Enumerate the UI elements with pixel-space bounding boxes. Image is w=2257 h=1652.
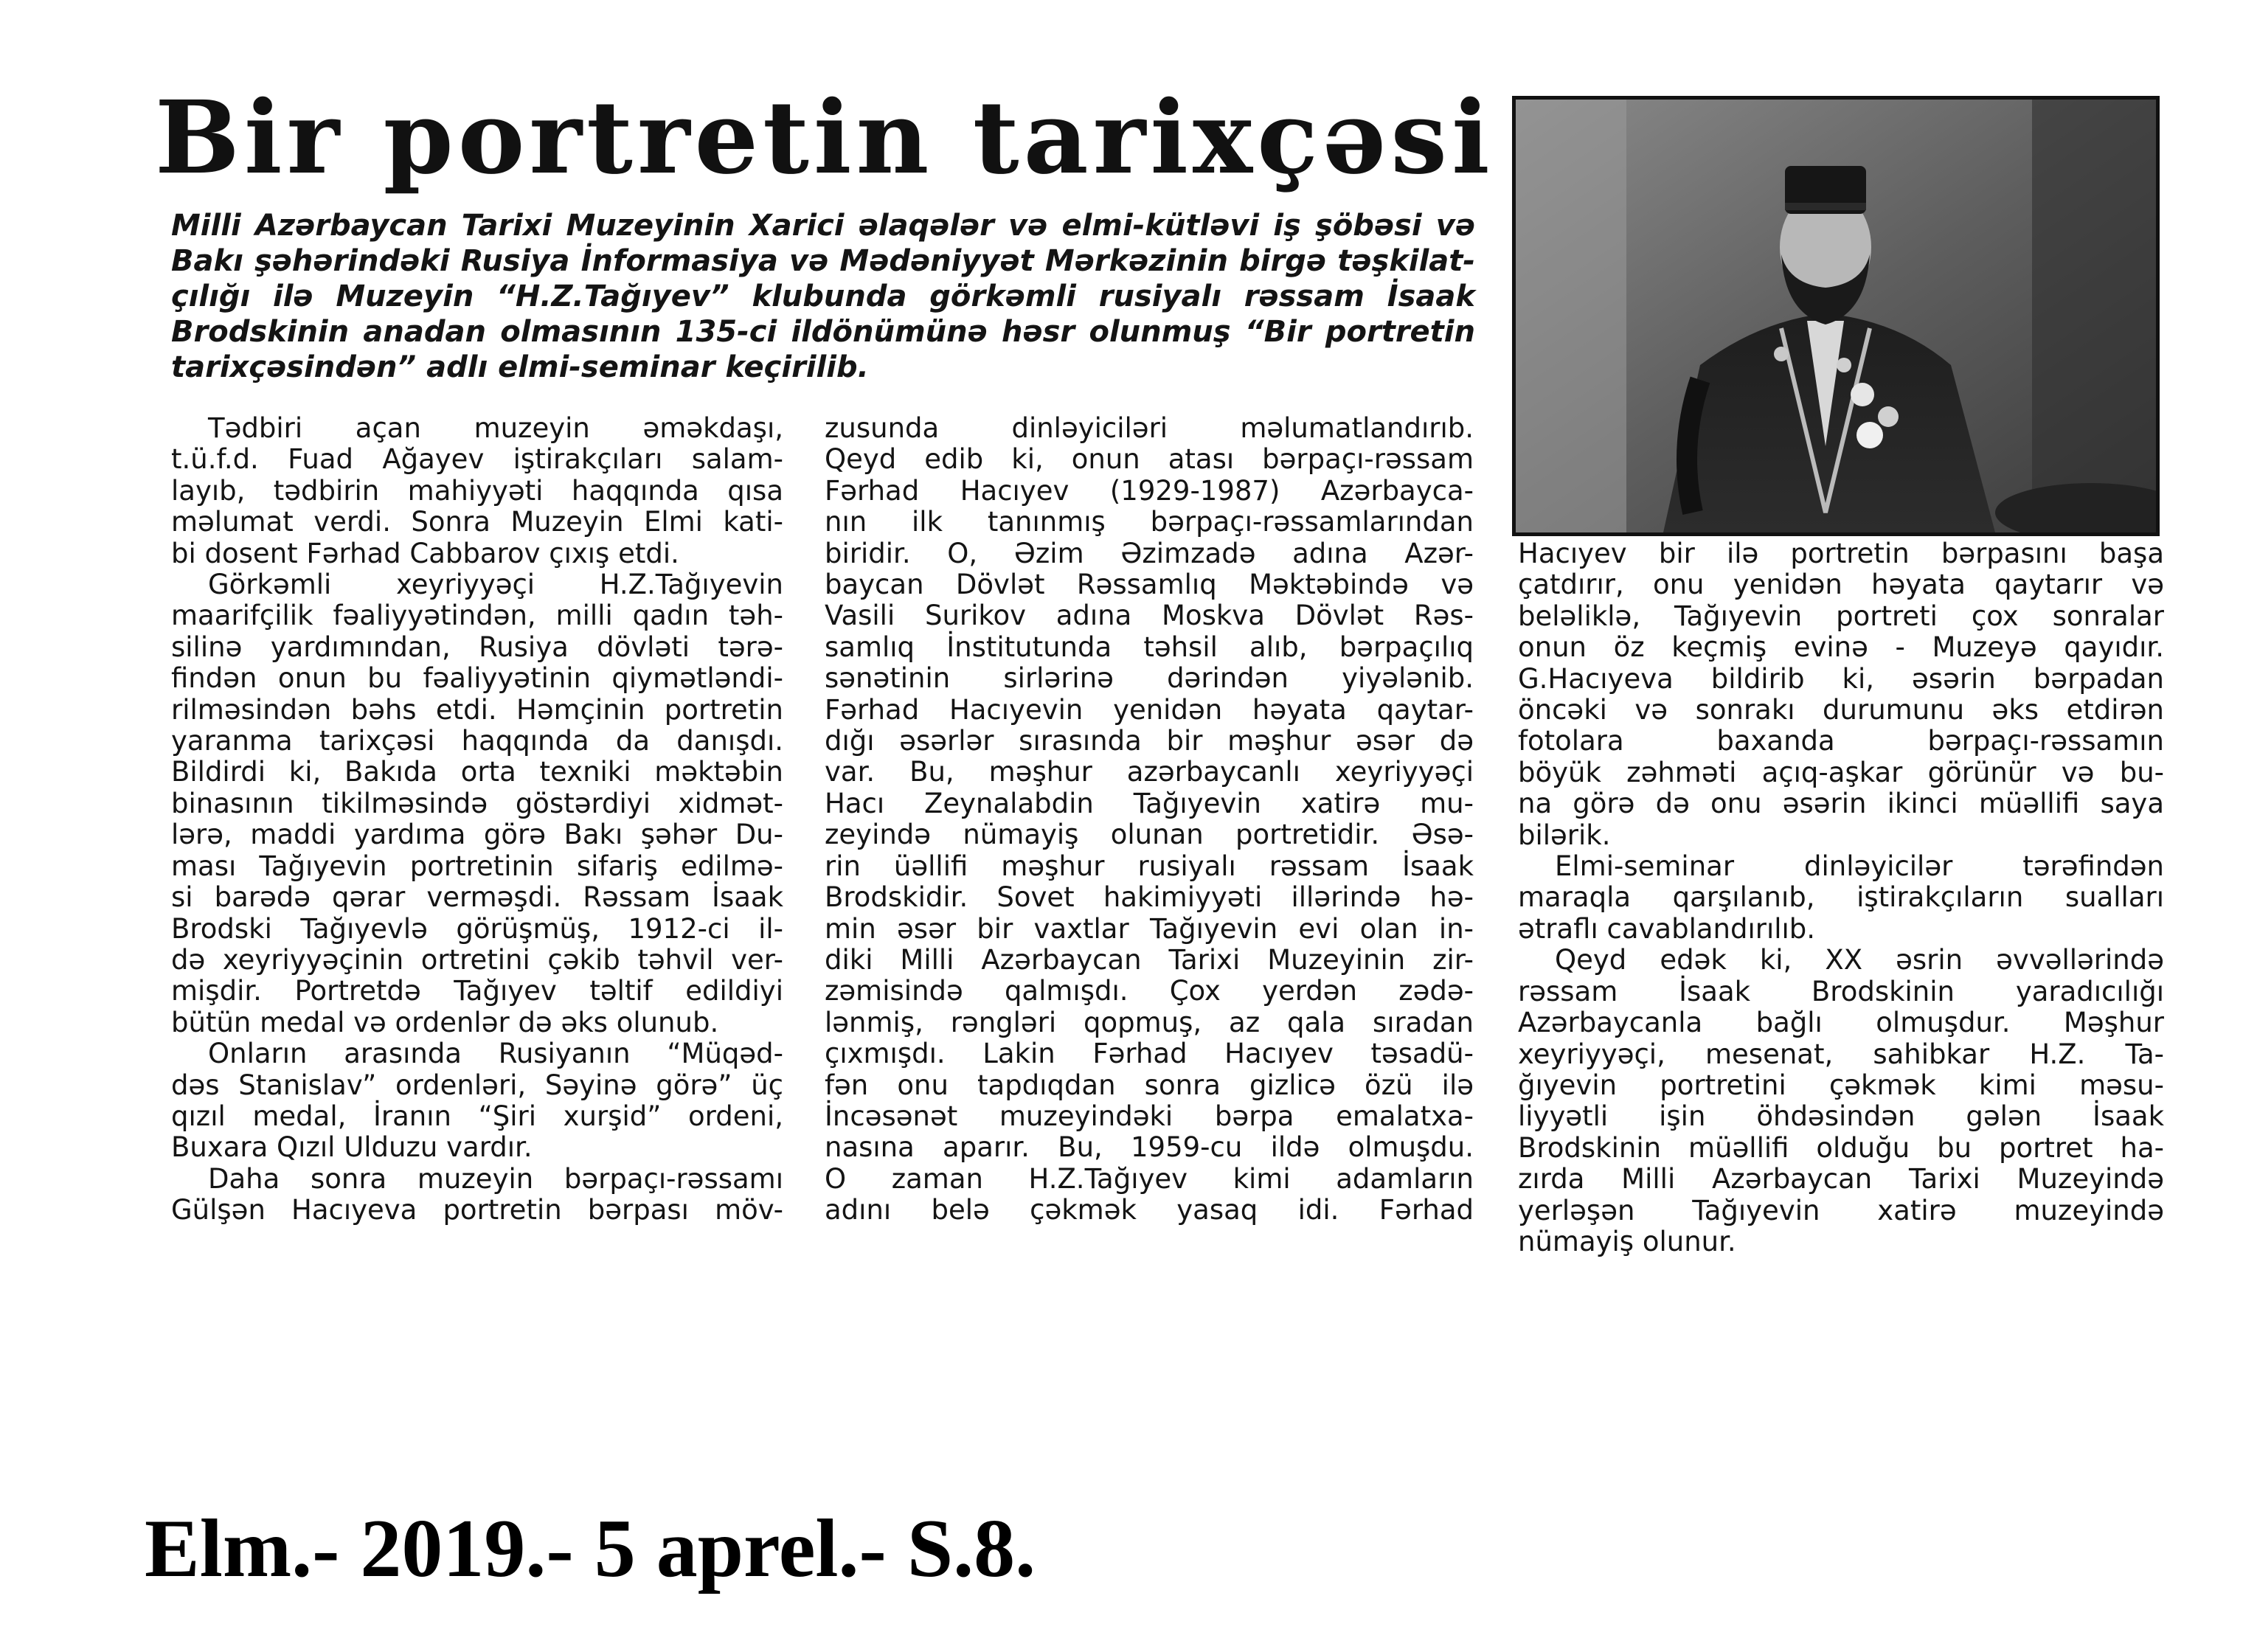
text-line: layıb, tədbirin mahiyyəti haqqında qısa [171, 474, 783, 507]
text-line: Azərbaycanla bağlı olmuşdur. Məşhur [1518, 1007, 2164, 1039]
text-line: Onların arasında Rusiyanın “Müqəd- [208, 1038, 783, 1070]
text-line: qızıl medal, İranın “Şiri xurşid” ordeni, [171, 1100, 783, 1132]
text-line: lərə, maddi yardıma görə Bakı şəhər Du- [171, 819, 783, 851]
text-line: ması Tağıyevin portretinin sifariş edilmə- [171, 850, 783, 882]
text-line: maarifçilik fəaliyyətindən, milli qadın təh- [171, 600, 783, 632]
article-headline: Bir portretin tarixçəsi [155, 79, 1494, 197]
article-lead [171, 208, 1475, 385]
text-line: Hacı Zeynalabdin Tağıyevin xatirə mu- [825, 787, 1474, 819]
text-line: də xeyriyyəçinin ortretini çəkib təhvil ver- [171, 943, 783, 976]
text-line: zəmisində qalmışdı. Çox yerdən zədə- [825, 975, 1474, 1007]
paragraph [1518, 851, 2164, 945]
text-line: çatdırır, onu yenidən həyata qaytarır və [1518, 569, 2164, 601]
paragraph [1518, 538, 2164, 851]
text-line: samlıq İnstitutunda təhsil alıb, bərpaçılıq [825, 631, 1474, 663]
text-line: Fərhad Hacıyevin yenidən həyata qaytar- [825, 693, 1474, 726]
text-line: sənətinin sirlərinə dərindən yiyələnib. [825, 662, 1474, 695]
portrait-image [1516, 100, 2156, 532]
text-line: mişdir. Portretdə Tağıyev təltif edildiyi [171, 975, 783, 1007]
text-line: rin üəllifi məşhur rusiyalı rəssam İsaak [825, 850, 1474, 882]
text-line: Qeyd edək ki, XX əsrin əvvəllərində [1555, 944, 2164, 976]
text-line: min əsər bir vaxtlar Tağıyevin evi olan in- [825, 912, 1474, 945]
text-line: çıxmışdı. Lakin Fərhad Hacıyev təsadü- [825, 1038, 1474, 1070]
text-line: Bildirdi ki, Bakıda orta texniki məktəbin [171, 756, 783, 788]
text-line: Elmi-seminar dinləyicilər tərəfindən [1555, 850, 2164, 883]
text-line: rəssam İsaak Brodskinin yaradıcılığı [1518, 975, 2164, 1007]
portrait-photo [1512, 96, 2160, 536]
text-line: Daha sonra muzeyin bərpaçı-rəssamı [208, 1162, 783, 1195]
text-line: var. Bu, məşhur azərbaycanlı xeyriyyəçi [825, 756, 1474, 788]
text-line: məlumat verdi. Sonra Muzeyin Elmi kati- [171, 506, 783, 538]
lead-line: Milli Azərbaycan Tarixi Muzeyinin Xarici əlaqələr və elmi-kütləvi iş şöbəsi və [171, 209, 1475, 243]
text-line: zeyində nümayiş olunan portretidir. Əsə- [825, 819, 1474, 851]
text-line: fotolara baxanda bərpaçı-rəssamın [1518, 725, 2164, 757]
text-line: xeyriyyəçi, mesenat, sahibkar H.Z. Ta- [1518, 1038, 2164, 1070]
text-line: adını belə çəkmək yasaq idi. Fərhad [825, 1194, 1474, 1226]
text-line: Qeyd edib ki, onun atası bərpaçı-rəssam [825, 443, 1474, 476]
text-line: O zaman H.Z.Tağıyev kimi adamların [825, 1162, 1474, 1195]
text-line: liyyətli işin öhdəsindən gələn İsaak [1518, 1100, 2164, 1133]
text-line: rilməsindən bəhs etdi. Həmçinin portretin [171, 693, 783, 726]
text-line: dığı əsərlər sırasında bir məşhur əsər də [825, 725, 1474, 757]
text-line: t.ü.f.d. Fuad Ağayev iştirakçıları salam- [171, 443, 783, 476]
text-line: Görkəmli xeyriyyəçi H.Z.Tağıyevin [208, 569, 783, 601]
text-line: yaranma tarixçəsi haqqında da danışdı. [171, 725, 783, 757]
text-line: İncəsənət muzeyindəki bərpa emalatxa- [825, 1100, 1474, 1132]
text-line: fən onu tapdıqdan sonra gizlicə özü ilə [825, 1069, 1474, 1101]
text-line: findən onun bu fəaliyyətinin qiymətləndi- [171, 662, 783, 695]
text-line: beləliklə, Tağıyevin portreti çox sonralar [1518, 600, 2164, 632]
text-line: silinə yardımından, Rusiya dövləti tərə- [171, 631, 783, 663]
text-line: Brodski Tağıyevlə görüşmüş, 1912-ci il- [171, 912, 783, 945]
lead-line: tarixçəsindən” adlı elmi-seminar keçirilib. [171, 350, 869, 384]
text-line: maraqla qarşılanıb, iştirakçıların sualları [1518, 881, 2164, 914]
text-line: biridir. O, Əzim Əzimzadə adına Azər- [825, 537, 1474, 569]
paragraph [825, 413, 1474, 1226]
text-line: dəs Stanislav” ordenləri, Səyinə görə” üç [171, 1069, 783, 1101]
source-citation: Elm.- 2019.- 5 aprel.- S.8. [145, 1503, 1036, 1594]
lead-line: Bakı şəhərindəki Rusiya İnformasiya və Mədəniyyət Mərkəzinin birgə təşkilat- [171, 244, 1475, 278]
text-line: ətraflı cavablandırılıb. [1518, 912, 1816, 945]
text-line: Hacıyev bir ilə portretin bərpasını başa [1518, 538, 2164, 569]
text-line: zırda Milli Azərbaycan Tarixi Muzeyində [1518, 1163, 2164, 1195]
paragraph [171, 1164, 783, 1226]
text-line: zusunda dinləyiciləri məlumatlandırıb. [825, 412, 1474, 444]
lead-line: çılığı ilə Muzeyin “H.Z.Tağıyev” klubunda görkəmli rusiyalı rəssam İsaak [171, 280, 1475, 313]
text-line: nümayiş olunur. [1518, 1225, 1736, 1257]
text-line: bilərik. [1518, 819, 1611, 851]
text-line: lənmiş, rəngləri qopmuş, az qala sıradan [825, 1006, 1474, 1038]
text-line: G.Hacıyeva bildirib ki, əsərin bərpadan [1518, 662, 2164, 695]
paragraph [171, 1038, 783, 1164]
article-column-3 [1518, 538, 2164, 1257]
text-line: Brodskidir. Sovet hakimiyyəti illərində hə- [825, 881, 1474, 914]
text-line: öncəki və sonrakı durumunu əks etdirən [1518, 694, 2164, 726]
lead-line: Brodskinin anadan olmasının 135-ci ildönümünə həsr olunmuş “Bir portretin [171, 315, 1475, 349]
text-line: Vasili Surikov adına Moskva Dövlət Rəs- [825, 600, 1474, 632]
paragraph [171, 413, 783, 569]
text-line: böyük zəhməti açıq-aşkar görünür və bu- [1518, 756, 2164, 788]
text-line: Gülşən Hacıyeva portretin bərpası möv- [171, 1194, 783, 1226]
text-line: binasının tikilməsində göstərdiyi xidmət- [171, 787, 783, 819]
text-line: ğıyevin portretini çəkmək kimi məsu- [1518, 1069, 2164, 1101]
article-column-2 [825, 413, 1474, 1226]
text-line: onun öz keçmiş evinə - Muzeyə qayıdır. [1518, 631, 2164, 664]
paragraph [171, 569, 783, 1038]
text-line: nın ilk tanınmış bərpaçı-rəssamlarından [825, 506, 1474, 538]
text-line: na görə də onu əsərin ikinci müəllifi saya [1518, 788, 2164, 820]
text-line: Buxara Qızıl Ulduzu vardır. [171, 1131, 533, 1164]
text-line: diki Milli Azərbaycan Tarixi Muzeyinin zir- [825, 943, 1474, 976]
paragraph [1518, 945, 2164, 1257]
text-line: baycan Dövlət Rəssamlıq Məktəbində və [825, 569, 1474, 601]
text-line: si barədə qərar verməşdi. Rəssam İsaak [171, 881, 783, 914]
text-line: bütün medal və ordenlər də əks olunub. [171, 1006, 719, 1038]
text-line: nasına aparır. Bu, 1959-cu ildə olmuşdu. [825, 1131, 1474, 1164]
article-column-1 [171, 413, 783, 1226]
text-line: bi dosent Fərhad Cabbarov çıxış etdi. [171, 537, 679, 569]
text-line: Fərhad Hacıyev (1929-1987) Azərbayca- [825, 474, 1474, 507]
text-line: yerləşən Tağıyevin xatirə muzeyində [1518, 1194, 2164, 1226]
text-line: Tədbiri açan muzeyin əməkdaşı, [208, 412, 783, 444]
text-line: Brodskinin müəllifi olduğu bu portret ha- [1518, 1131, 2164, 1164]
